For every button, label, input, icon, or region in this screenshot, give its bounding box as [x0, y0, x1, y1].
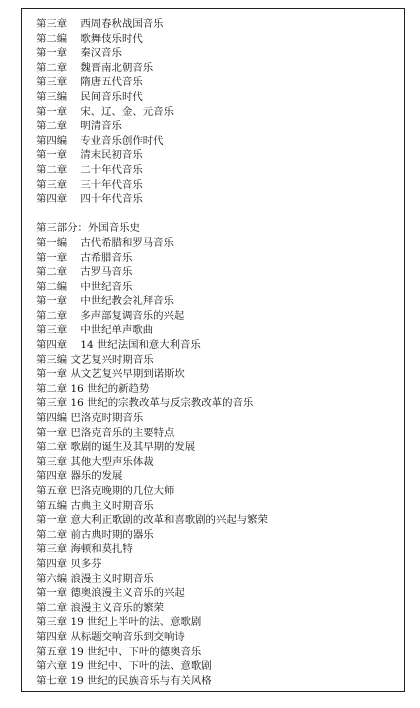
toc-line: 第二编 中世纪音乐 [36, 280, 133, 293]
toc-line: 第五章 19 世纪中、下叶的德奥音乐 [36, 645, 202, 658]
document-page [21, 8, 405, 692]
toc-line: 第一章 意大利正歌剧的改革和喜歌剧的兴起与繁荣 [36, 514, 268, 527]
toc-line: 第四章 14 世纪法国和意大利音乐 [36, 339, 201, 352]
toc-line: 第五编 古典主义时期音乐 [36, 499, 154, 512]
toc-line: 第四编 专业音乐创作时代 [36, 134, 164, 147]
toc-line: 第一章 德奥浪漫主义音乐的兴起 [36, 587, 185, 600]
toc-line: 第二章 魏晋南北朝音乐 [36, 61, 154, 74]
table-of-contents [36, 17, 396, 688]
toc-line: 第五章 巴洛克晚期的几位大师 [36, 485, 175, 497]
toc-line: 第二章 明清音乐 [36, 120, 122, 133]
toc-line: 第三编 民间音乐时代 [36, 90, 143, 103]
toc-line: 第二章 古罗马音乐 [36, 266, 133, 279]
toc-line: 第三章 16 世纪的宗教改革与反宗教改革的音乐 [36, 397, 254, 410]
toc-line: 第一章 清末民初音乐 [36, 149, 143, 162]
toc-line: 第四章 四十年代音乐 [36, 193, 143, 206]
toc-line: 第一章 中世纪教会礼拜音乐 [36, 295, 174, 308]
toc-line: 第一章 秦汉音乐 [36, 47, 122, 60]
toc-line: 第一编 古代希腊和罗马音乐 [36, 236, 174, 249]
toc-line: 第三章 中世纪单声歌曲 [36, 324, 154, 337]
toc-line: 第四章 贝多芬 [36, 557, 102, 570]
toc-line: 第四编 巴洛克时期音乐 [36, 412, 144, 425]
part-heading: 第三部分：外国音乐史 [36, 222, 140, 235]
toc-line: 第二章 前古典时期的器乐 [36, 528, 154, 541]
toc-line: 第七章 19 世纪的民族音乐与有关风格 [36, 674, 212, 687]
toc-line: 第三章 西周春秋战国音乐 [36, 18, 164, 30]
toc-line: 第二章 二十年代音乐 [36, 163, 143, 176]
toc-line: 第一章 巴洛克音乐的主要特点 [36, 426, 175, 439]
toc-line: 第一章 从文艺复兴早期到诺斯坎 [36, 368, 185, 381]
toc-line: 第三章 海顿和莫扎特 [36, 543, 133, 556]
toc-line: 第二章 16 世纪的新趋势 [36, 382, 150, 395]
toc-line: 第三章 其他大型声乐体裁 [36, 455, 154, 468]
section-gap [36, 207, 396, 222]
toc-line: 第六章 19 世纪中、下叶的法、意歌剧 [36, 660, 212, 673]
toc-line: 第二章 歌剧的诞生及其早期的发展 [36, 441, 196, 454]
toc-line: 第六编 浪漫主义时期音乐 [36, 572, 154, 585]
toc-line: 第三章 19 世纪上半叶的法、意歌剧 [36, 616, 202, 629]
toc-line: 第四章 从标题交响音乐到交响诗 [36, 630, 185, 643]
toc-line: 第三章 隋唐五代音乐 [36, 76, 143, 89]
toc-line: 第一章 宋、辽、金、元音乐 [36, 105, 174, 118]
toc-line: 第一章 古希腊音乐 [36, 251, 133, 264]
toc-line: 第二章 多声部复调音乐的兴起 [36, 309, 185, 322]
toc-line: 第四章 器乐的发展 [36, 470, 123, 483]
toc-line: 第三编 文艺复兴时期音乐 [36, 353, 154, 366]
toc-line: 第二章 浪漫主义音乐的繁荣 [36, 601, 164, 614]
toc-line: 第二编 歌舞伎乐时代 [36, 32, 143, 45]
toc-line: 第三章 三十年代音乐 [36, 178, 143, 191]
